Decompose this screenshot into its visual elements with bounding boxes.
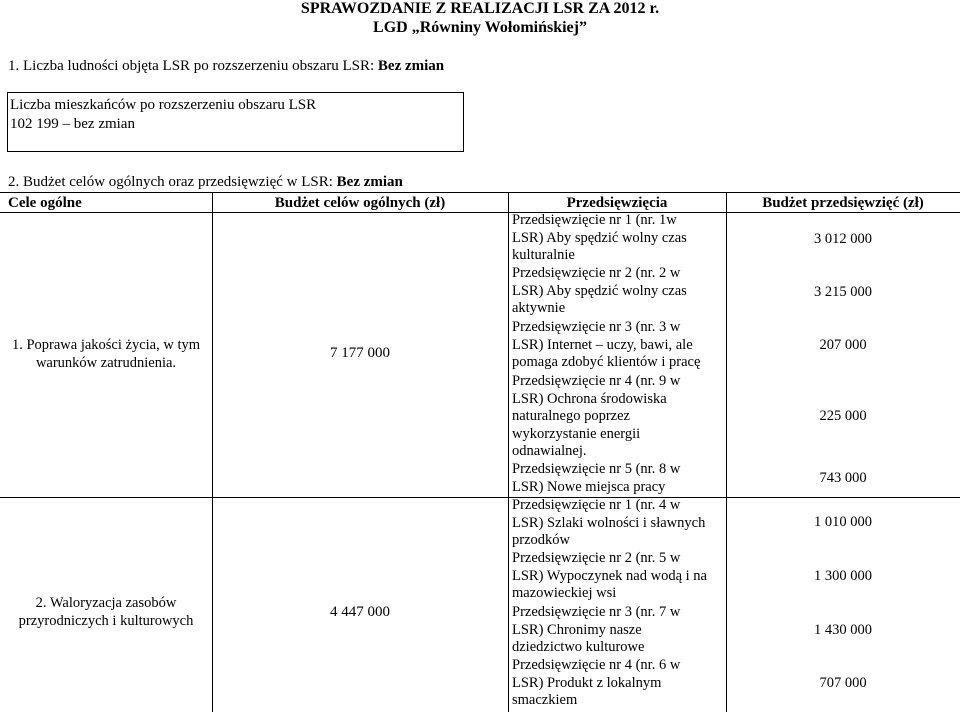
action-line: wykorzystanie energii	[512, 425, 641, 442]
action-line: LSR) Aby spędzić wolny czas	[512, 282, 687, 299]
section-1-heading	[8, 58, 444, 75]
action-line: Przedsięwzięcie nr 2 (nr. 2 w	[512, 265, 681, 281]
goal-2-action-2-budget: 1 300 000	[814, 568, 872, 584]
action-line: LSR) Chronimy nasze	[512, 621, 642, 638]
goal-2-budget: 4 447 000	[330, 604, 390, 620]
action-line: dziedzictwo kulturowe	[512, 639, 645, 655]
section-2-value: Bez zmian	[336, 174, 403, 190]
action-line: pomaga zdobyć klientów i pracę	[512, 354, 701, 370]
goal-1-name	[0, 337, 212, 372]
action-line: Przedsięwzięcie nr 4 (nr. 9 w	[512, 373, 681, 389]
action-line: Przedsięwzięcie nr 3 (nr. 7 w	[512, 604, 681, 620]
goal-2-action-1	[512, 497, 726, 550]
action-line: smaczkiem	[512, 692, 578, 708]
action-line: Przedsięwzięcie nr 1 (nr. 1w	[512, 212, 677, 228]
goal-1-action-2-budget: 3 215 000	[814, 284, 872, 300]
goal-1-action-3	[512, 319, 726, 372]
goal-2-action-4	[512, 657, 726, 710]
goal-2-action-1-budget: 1 010 000	[814, 514, 872, 530]
action-line: LSR) Szlaki wolności i sławnych	[512, 514, 706, 531]
goal-2-action-3-budget: 1 430 000	[814, 622, 872, 638]
goal-1-budget: 7 177 000	[330, 345, 390, 361]
action-line: kulturalnie	[512, 247, 575, 263]
goal-1-action-2	[512, 265, 726, 318]
goal-2-action-3	[512, 604, 726, 657]
action-line: LSR) Aby spędzić wolny czas	[512, 229, 687, 246]
action-line: Przedsięwzięcie nr 1 (nr. 4 w	[512, 497, 681, 513]
action-line: LSR) Ochrona środowiska	[512, 390, 667, 407]
report-subtitle: LGD „Równiny Wołomińskiej”	[373, 19, 587, 36]
population-box-title: Liczba mieszkańców po rozszerzeniu obszaru LSR	[10, 97, 317, 113]
section-2-label: 2. Budżet celów ogólnych oraz przedsięwzięć w LSR:	[8, 174, 337, 190]
header-goal-budget: Budżet celów ogólnych (zł)	[274, 195, 446, 211]
goal-1-action-4-budget: 225 000	[819, 408, 867, 424]
goal-1-action-1	[512, 212, 726, 265]
table-header-divider	[0, 212, 960, 213]
action-line: naturalnego poprzez	[512, 408, 630, 424]
action-line: LSR) Wypoczynek nad wodą i na	[512, 567, 707, 584]
population-box	[7, 92, 464, 152]
action-line: przodków	[512, 532, 570, 548]
report-title: SPRAWOZDANIE Z REALIZACJI LSR ZA 2012 r.	[300, 0, 660, 17]
action-line: mazowieckiej wsi	[512, 585, 617, 601]
goal-2-name	[0, 595, 212, 630]
action-line: Przedsięwzięcie nr 3 (nr. 3 w	[512, 319, 681, 335]
section-2-heading	[8, 174, 403, 191]
action-line: LSR) Produkt z lokalnym	[512, 674, 662, 691]
header-action-budget: Budżet przedsięwzięć (zł)	[762, 195, 924, 211]
table-col-divider-1	[212, 192, 213, 712]
goal-2-name-line1: 2. Waloryzacja zasobów	[35, 595, 177, 611]
table-border-top	[0, 192, 960, 193]
section-1-value: Bez zmian	[377, 58, 445, 74]
table-col-divider-2	[508, 192, 509, 712]
action-line: Przedsięwzięcie nr 5 (nr. 8 w	[512, 461, 681, 477]
section-1-label: 1. Liczba ludności objęta LSR po rozszerzeniu obszaru LSR:	[8, 58, 378, 74]
goal-1-name-line1: 1. Poprawa jakości życia, w tym	[11, 337, 201, 353]
goal-1-action-4	[512, 373, 726, 461]
goal-1-action-1-budget: 3 012 000	[814, 231, 872, 247]
goal-1-name-line2: warunków zatrudnienia.	[35, 354, 177, 371]
header-goals: Cele ogólne	[8, 195, 82, 211]
population-box-value: 102 199 – bez zmian	[10, 116, 135, 132]
goal-2-action-2	[512, 550, 726, 603]
goal-1-action-3-budget: 207 000	[819, 337, 867, 353]
goal-2-action-4-budget: 707 000	[819, 675, 867, 691]
header-actions: Przedsięwzięcia	[566, 195, 668, 211]
action-line: LSR) Nowe miejsca pracy	[512, 478, 666, 495]
action-line: LSR) Internet – uczy, bawi, ale	[512, 336, 693, 353]
action-line: aktywnie	[512, 300, 566, 316]
action-line: odnawialnej.	[512, 443, 587, 459]
goal-2-name-line2: przyrodniczych i kulturowych	[18, 612, 194, 629]
action-line: Przedsięwzięcie nr 2 (nr. 5 w	[512, 550, 681, 566]
table-goal-divider	[0, 497, 960, 498]
goal-1-action-5-budget: 743 000	[819, 470, 867, 486]
goal-1-action-5	[512, 461, 726, 496]
action-line: Przedsięwzięcie nr 4 (nr. 6 w	[512, 657, 681, 673]
